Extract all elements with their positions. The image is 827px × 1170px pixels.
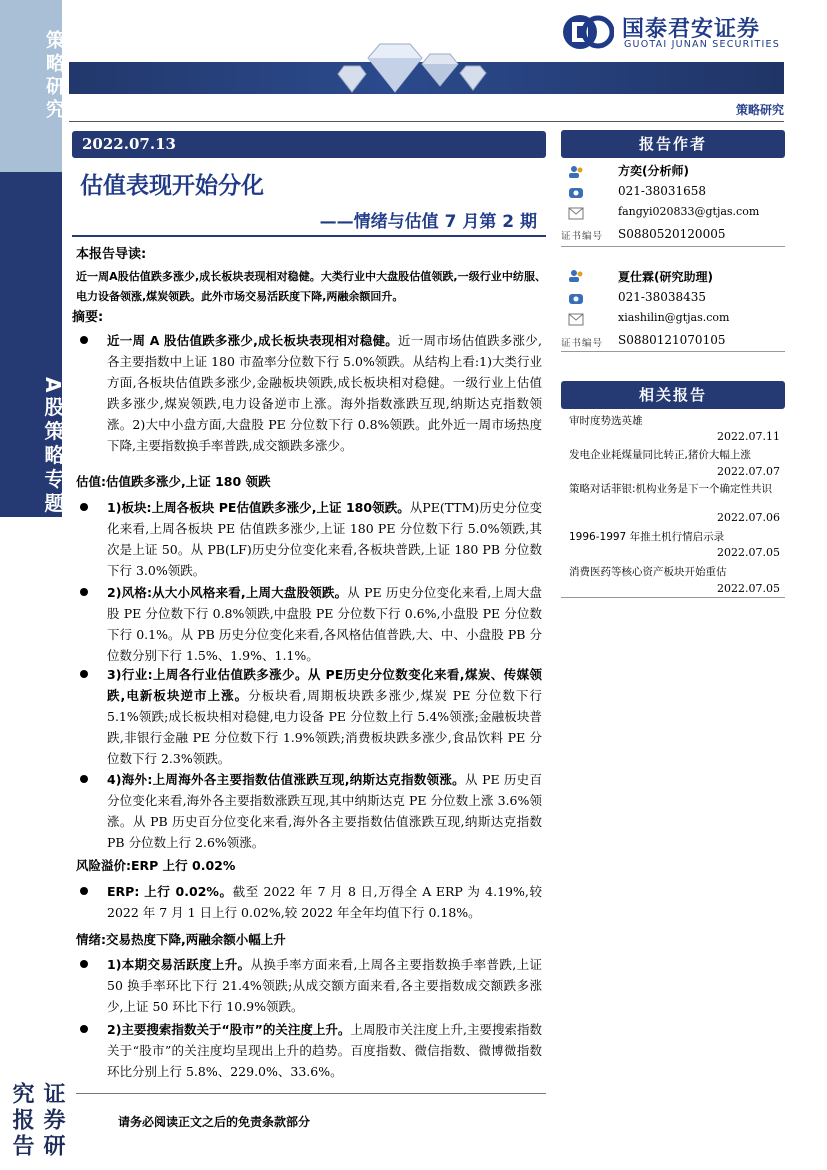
author-1-cert-label: 证书编号 [561, 231, 604, 242]
list-item [76, 1019, 546, 1082]
bullet-text: 近一周市场估值跌多涨少,各主要指数中上证 180 市盈率分位数下行 5.0%领跌。从结构上看:1)大类行业方面,各板块估值跌多涨少,金融板块领跌,成长板块相对稳健。一级行业上估值跌多涨少,煤炭领跌,电力设备逆市上涨。海外指数涨跌互现,纳斯达克指数领涨。2)大中小盘方面,大盘股 PE 分位数下行 0.8%领跌。此外近一周市场热度下降,主要指数换手率普跌,成交额跌多涨少。 [107, 333, 542, 453]
brand-logo-icon [560, 12, 614, 52]
authors-bottom-divider [561, 351, 785, 352]
date-bar [72, 131, 546, 158]
bullet-dot-icon [80, 336, 88, 344]
list-item [76, 769, 546, 853]
footer-divider [76, 1093, 546, 1094]
author-2-email[interactable]: xiashilin@gtjas.com [618, 311, 730, 324]
sidebar-middle-band [0, 172, 65, 517]
bullet-lead: ERP: 上行 0.02%。 [107, 884, 233, 899]
sidebar-bottom-label: 证券研究报告 [9, 1082, 65, 1160]
bullet-lead: 2)主要搜索指数关于“股市”的关注度上升。 [107, 1022, 351, 1037]
person-icon [568, 269, 584, 282]
list-item [76, 330, 546, 456]
bullet-text: 截至 2022 年 7 月 8 日,万得全 A ERP 为 4.19%,较 2022 年 7 月 1 日上行 0.02%,较 2022 年全年均值下行 0.18%。 [107, 884, 542, 920]
sidebar-middle-label: A股策略专题 [41, 377, 65, 517]
mail-icon [568, 207, 584, 220]
bullet-dot-icon [80, 588, 88, 596]
header-divider [69, 121, 784, 122]
author-2-name: 夏仕霖(研究助理) [618, 270, 713, 284]
sidebar-top-label: 策略研究 [43, 30, 65, 122]
related-report-title[interactable]: 1996-1997 年推土机行情启示录 [569, 531, 725, 543]
abstract-heading: 摘要: [72, 310, 104, 325]
related-report-date: 2022.07.07 [717, 465, 780, 478]
list-item [76, 582, 546, 666]
bullet-lead: 1)板块:上周各板块 PE估值跌多涨少,上证 180领跌。 [107, 500, 410, 515]
related-report-date: 2022.07.05 [717, 582, 780, 595]
related-report-title[interactable]: 发电企业耗煤量同比转正,猪价大幅上涨 [569, 449, 751, 461]
related-heading: 相关报告 [561, 381, 785, 409]
author-2-phone[interactable]: 021-38038435 [618, 290, 707, 304]
mail-icon [568, 313, 584, 326]
bullet-dot-icon [80, 775, 88, 783]
person-icon [568, 165, 584, 178]
related-report-date: 2022.07.06 [717, 511, 780, 524]
bullet-text: 从PE(TTM)历史分位变化来看,上周各板块 PE 估值跌多涨少,上证 180 PE 分位数下行 5.0%领跌,其次是上证 50。从 PB(LF)历史分位变化来看,各板块普跌,上证 180 PB 分位数下行 3.0%领跌。 [107, 500, 543, 578]
authors-divider [561, 246, 785, 247]
report-title: 估值表现开始分化 [80, 173, 264, 199]
sidebar-top-band [0, 0, 65, 172]
list-item [76, 497, 546, 581]
author-2-cert-label: 证书编号 [561, 338, 604, 349]
bullet-text: 从换手率方面来看,上周各主要指数换手率普跌,上证 50 换手率环比下行 21.4%领跌;从成交额方面来看,各主要指数成交额跌多涨少,上证 50 环比下行 10.9%领跌。 [107, 957, 542, 1014]
related-report-date: 2022.07.11 [717, 430, 780, 443]
related-report-title[interactable]: 审时度势选英雄 [569, 415, 643, 427]
section-tag: 策略研究 [735, 103, 784, 117]
sidebar-bottom-band [0, 517, 65, 1170]
list-item [76, 664, 546, 769]
brand-name-en: GUOTAI JUNAN SECURITIES [624, 39, 780, 50]
related-bottom-divider [561, 597, 785, 598]
bullet-dot-icon [80, 887, 88, 895]
author-2-cert: S0880121070105 [618, 333, 726, 347]
section-heading-sentiment: 情绪:交易热度下降,两融余额小幅上升 [76, 932, 286, 947]
section-heading-valuation: 估值:估值跌多涨少,上证 180 领跌 [76, 474, 271, 489]
title-divider [72, 235, 546, 237]
bullet-text: 上周股市关注度上升,主要搜索指数关于“股市”的关注度均呈现出上升的趋势。百度指数、微信指数、微博微指数环比分别上行 5.8%、229.0%、33.6%。 [107, 1022, 543, 1079]
author-1-phone[interactable]: 021-38031658 [618, 184, 707, 198]
lead-heading: 本报告导读: [76, 247, 147, 262]
bullet-lead: 近一周 A 股估值跌多涨少,成长板块表现相对稳健。 [107, 333, 399, 348]
authors-heading: 报告作者 [561, 130, 785, 158]
bullet-dot-icon [80, 670, 88, 678]
phone-icon [568, 292, 584, 305]
author-1-cert: S0880520120005 [618, 227, 726, 241]
diamond-graphic-icon [330, 36, 500, 98]
related-report-title[interactable]: 消费医药等核心资产板块开始重估 [569, 566, 727, 578]
bullet-text: 分板块看,周期板块跌多涨少,煤炭 PE 分位数下行 5.1%领跌;成长板块相对稳健,电力设备 PE 分位数上行 5.4%领涨;金融板块普跌,非银行金融 PE 分位数下行 1.9%领跌;消费板块跌多涨少,食品饮料 PE 分位数下行 2.3%领跌。 [107, 688, 542, 766]
bullet-lead: 3)行业:上周各行业估值跌多涨少。从 PE历史分位数变化来看,煤炭、传媒领跌,电新板块逆市上涨。 [107, 667, 542, 703]
disclaimer-note: 请务必阅读正文之后的免责条款部分 [118, 1115, 311, 1129]
author-1-email[interactable]: fangyi020833@gtjas.com [618, 205, 760, 218]
bullet-text: 从 PE 历史分位变化来看,上周大盘股 PE 分位数下行 0.8%领跌,中盘股 PE 分位数下行 0.6%,小盘股 PE 分位数下行 0.1%。从 PB 历史分位变化来看,各风格估值普跌,大、中、小盘股 PB 分位数分别下行 1.5%、1.9%、1.1%。 [107, 585, 542, 663]
report-date: 2022.07.13 [82, 135, 176, 153]
section-heading-erp: 风险溢价:ERP 上行 0.02% [76, 858, 236, 873]
phone-icon [568, 186, 584, 199]
related-report-title[interactable]: 策略对话菲银:机构业务是下一个确定性共识 [569, 483, 773, 495]
bullet-lead: 2)风格:从大小风格来看,上周大盘股领跌。 [107, 585, 348, 600]
list-item [76, 881, 546, 923]
related-report-date: 2022.07.05 [717, 546, 780, 559]
list-item [76, 954, 546, 1017]
lead-text: 近一周A股估值跌多涨少,成长板块表现相对稳健。大类行业中大盘股估值领跌,一级行业中纺服、电力设备领涨,煤炭领跌。此外市场交易活跃度下降,两融余额回升。 [76, 270, 546, 303]
bullet-dot-icon [80, 960, 88, 968]
bullet-lead: 4)海外:上周海外各主要指数估值涨跌互现,纳斯达克指数领涨。 [107, 772, 465, 787]
brand-name-cn: 国泰君安证券 [622, 17, 761, 42]
bullet-text: 从 PE 历史百分位变化来看,海外各主要指数涨跌互现,其中纳斯达克 PE 分位数上涨 3.6%领涨。从 PB 历史百分位变化来看,海外各主要指数估值涨跌互现,纳斯达克指数 PB 分位数上行 2.6%领涨。 [107, 772, 542, 850]
report-subtitle: ——情绪与估值 7 月第 2 期 [319, 212, 537, 232]
bullet-dot-icon [80, 1025, 88, 1033]
bullet-dot-icon [80, 503, 88, 511]
author-1-name: 方奕(分析师) [618, 164, 689, 178]
bullet-lead: 1)本期交易活跃度上升。 [107, 957, 251, 972]
